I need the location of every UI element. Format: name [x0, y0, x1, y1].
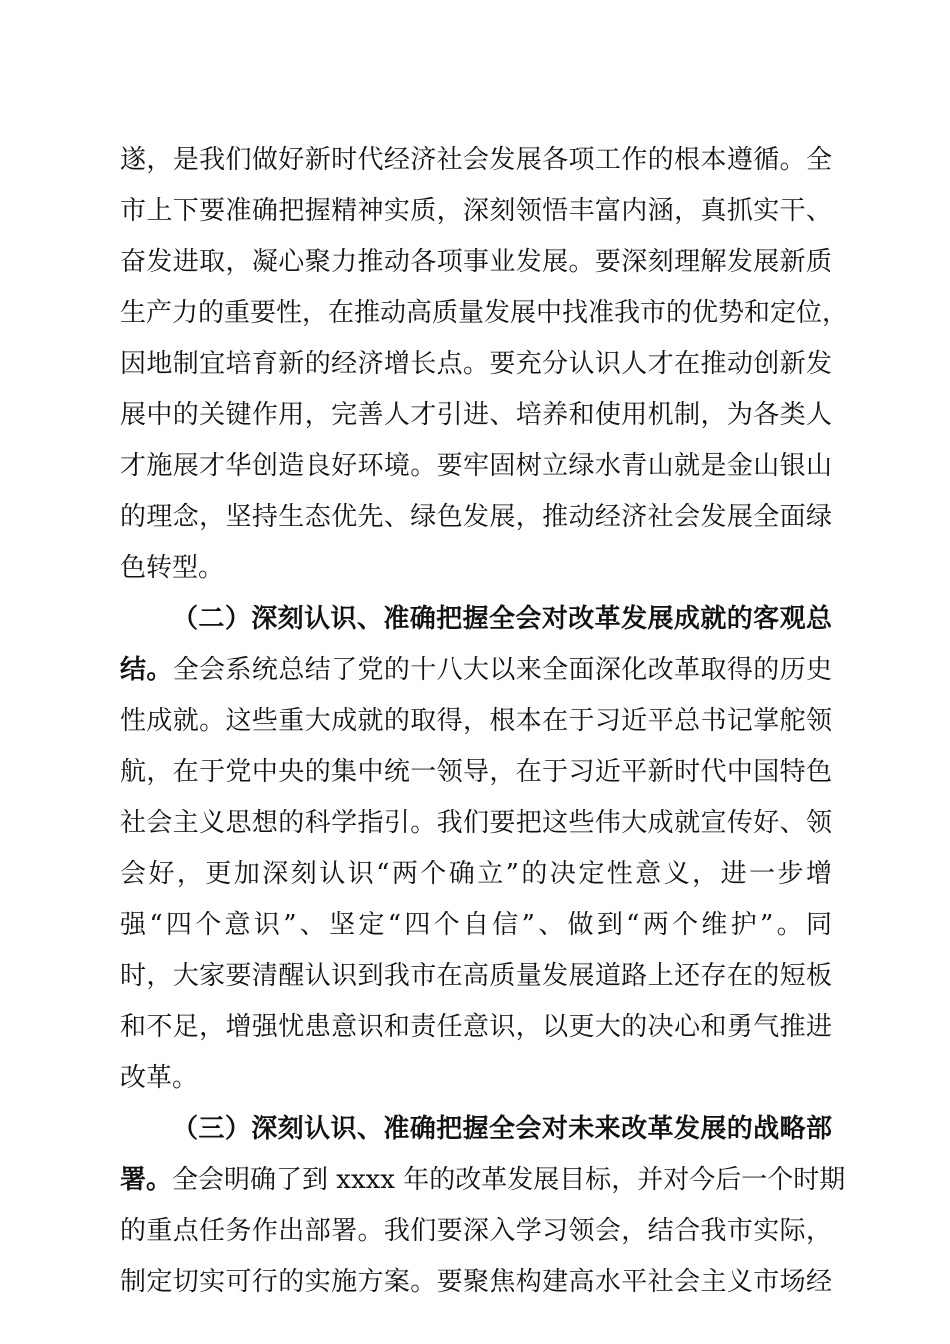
paragraph-1-line-8: 的理念，坚持生态优先、绿色发展，推动经济社会发展全面绿	[120, 502, 832, 532]
paragraph-2-line-3: 性成就。这些重大成就的取得，根本在于习近平总书记掌舵领	[120, 706, 832, 736]
paragraph-3-line-2	[120, 1156, 846, 1204]
paragraph-2-line-7: 强“四个意识”、坚定“四个自信”、做到“两个维护”。同	[120, 910, 832, 940]
paragraph-1-line-4: 生产力的重要性，在推动高质量发展中找准我市的优势和定位，	[120, 298, 849, 328]
paragraph-1-line-7: 才施展才华创造良好环境。要牢固树立绿水青山就是金山银山	[120, 451, 832, 481]
section-3-heading: （三）深刻认识、准确把握全会对未来改革发展的战略部	[172, 1114, 832, 1144]
section-3-heading-end: 署。	[120, 1165, 173, 1195]
section-2-heading: （二）深刻认识、准确把握全会对改革发展成就的客观总	[172, 604, 832, 634]
paragraph-1-line-1: 遂，是我们做好新时代经济社会发展各项工作的根本遵循。全	[120, 145, 832, 175]
paragraph-1-line-5: 因地制宜培育新的经济增长点。要充分认识人才在推动创新发	[120, 349, 832, 379]
paragraph-3-line-2-text: 全会明确了到 xxxx 年的改革发展目标，并对今后一个时期	[172, 1165, 846, 1195]
paragraph-2-line-4: 航，在于党中央的集中统一领导，在于习近平新时代中国特色	[120, 757, 832, 787]
paragraph-3-line-3: 的重点任务作出部署。我们要深入学习领会，结合我市实际，	[120, 1216, 832, 1246]
paragraph-2-line-9: 和不足，增强忧患意识和责任意识，以更大的决心和勇气推进	[120, 1012, 832, 1042]
paragraph-2-line-6: 会好，更加深刻认识“两个确立”的决定性意义，进一步增	[120, 859, 832, 889]
paragraph-1-line-6: 展中的关键作用，完善人才引进、培养和使用机制，为各类人	[120, 400, 832, 430]
paragraph-2-line-2	[120, 646, 832, 694]
paragraph-1-line-9: 色转型。	[120, 553, 225, 583]
paragraph-2-line-5: 社会主义思想的科学指引。我们要把这些伟大成就宣传好、领	[120, 808, 832, 838]
paragraph-2-line-10: 改革。	[120, 1063, 199, 1093]
paragraph-2-line-8: 时，大家要清醒认识到我市在高质量发展道路上还存在的短板	[120, 961, 832, 991]
paragraph-1-line-3: 奋发进取，凝心聚力推动各项事业发展。要深刻理解发展新质	[120, 247, 832, 277]
paragraph-1-line-2: 市上下要准确把握精神实质，深刻领悟丰富内涵，真抓实干、	[120, 196, 832, 226]
paragraph-2-line-2-text: 全会系统总结了党的十八大以来全面深化改革取得的历史	[172, 655, 832, 685]
section-2-heading-end: 结。	[120, 655, 173, 685]
paragraph-3-line-4: 制定切实可行的实施方案。要聚焦构建高水平社会主义市场经	[120, 1267, 832, 1297]
